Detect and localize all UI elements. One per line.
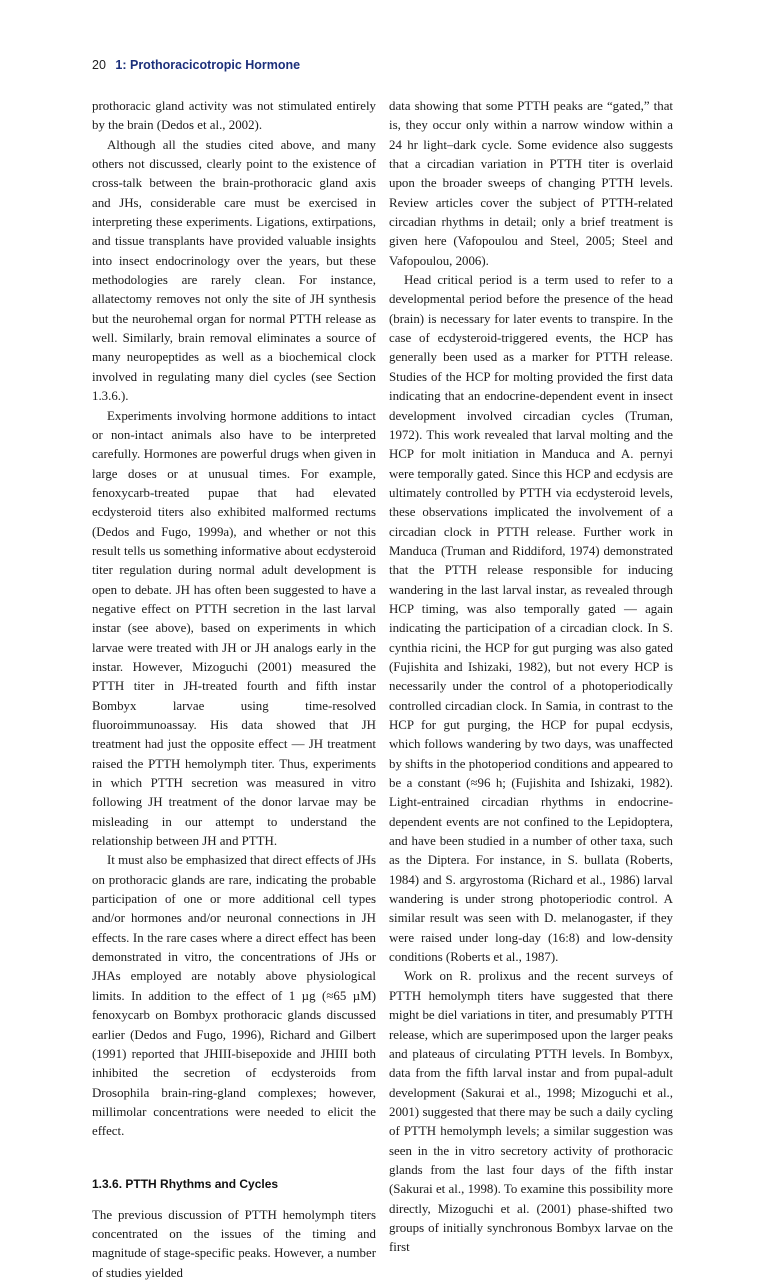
- section-heading: 1.3.6. PTTH Rhythms and Cycles: [92, 1176, 279, 1191]
- paragraph: prothoracic gland activity was not stimulated entirely by the brain (Dedos et al., 2002).: [92, 99, 376, 133]
- paragraph: It must also be emphasized that direct effects of JHs on prothoracic glands are rare, indicating the probable participation of one or more additional cell types and/or hormones and/or neuronal connections in JH effects. In the rare cases where a direct effect has been demonstrated in vitro, the concentrations of JHs or JHAs employed are notably above physiological limits. In addition to the effect of 1 µg (≈65 µM) fenoxycarb on Bombyx prothoracic glands discussed earlier (Dedos and Fugo, 1996), Richard and Gilbert (1991) reported that JHIII-bisepoxide and JHIII both inhibited the secretion of ecdysteroids from Drosophila brain-ring-gland complexes; however, millimolar concentrations were needed to elicit the effect.: [92, 853, 376, 1139]
- running-header: [92, 58, 300, 72]
- paragraph: Work on R. prolixus and the recent surveys of PTTH hemolymph titers have suggested that there might be diel variations in titer, and presumably PTTH release, which are superimposed upon the larger peaks and plateaus of circulating PTTH levels. In Bombyx, data from the fifth larval instar and from pupal-adult development (Sakurai et al., 1998; Mizoguchi et al., 2001) suggested that there may be such a daily cycling of PTTH hemolymph levels; a similar suggestion was seen in the in vitro secretory activity of prothoracic glands from the last four days of the fifth instar (Sakurai et al., 1998). To examine this possibility more directly, Mizoguchi et al. (2001) phase-shifted two groups of initially synchronous Bombyx larvae on the first: [389, 969, 673, 1255]
- paragraph: Although all the studies cited above, and many others not discussed, clearly point to the existence of cross-talk between the brain-prothoracic gland axis and JHs, considerable care must be exercised in interpreting these experiments. Ligations, extirpations, and tissue transplants have provided valuable insights into insect endocrinology over the years, but these methodologies are rarely clean. For instance, allatectomy removes not only the site of JH synthesis but the neurohemal organ for normal PTTH release as well. Similarly, brain removal eliminates a source of many neuropeptides as well as a biochemical clock involved in regulating many diel cycles (see Section 1.3.6.).: [92, 137, 376, 404]
- paragraph: data showing that some PTTH peaks are “gated,” that is, they occur only within a narrow window within a 24 hr light–dark cycle. Some evidence also suggests that a circadian variation in PTTH titer is overlaid upon the broader sweeps of changing PTTH levels. Review articles cover the subject of PTTH-related circadian rhythms in detail; only a brief treatment is given here (Vafopoulou and Steel, 2005; Steel and Vafopoulou, 2006).: [389, 99, 673, 268]
- right-column: [389, 97, 673, 1258]
- page-number: 20: [92, 58, 106, 72]
- paragraph: The previous discussion of PTTH hemolymph titers concentrated on the issues of the timing and magnitude of stage-specific peaks. However, a number of studies yielded: [92, 1207, 376, 1280]
- chapter-title: 1: Prothoracicotropic Hormone: [115, 58, 301, 72]
- left-column: [92, 97, 376, 1283]
- paragraph: Head critical period is a term used to refer to a developmental period before the presence of the head (brain) is necessary for later events to transpire. In the case of ecdysteroid-triggered events, the HCP has generally been used as a marker for PTTH release. Studies of the HCP for molting provided the first data indicating that an endocrine-dependent event in insect development involved circadian cycles (Truman, 1972). This work revealed that larval molting and the HCP for molt initiation in Manduca and A. pernyi were temporally gated. Since this HCP and ecdysis are ultimately controlled by PTTH via ecdysteroid levels, these observations implicated the involvement of a circadian clock in PTTH release. Further work in Manduca (Truman and Riddiford, 1974) demonstrated that the PTTH release responsible for inducing wandering in the last larval instar, as revealed through HCP timing, was also temporally gated — again indicating the participation of a circadian clock. In S. cynthia ricini, the HCP for gut purging was also gated (Fujishita and Ishizaki, 1982), but not every HCP is necessarily under the control of a photoperiodically controlled circadian clock. In Samia, in contrast to the HCP for gut purging, the HCP for pupal ecdysis, which follows wandering by two days, was unaffected by shifts in the photoperiod conditions and appeared to be a constant (≈96 h; (Fujishita and Ishizaki, 1982). Light-entrained circadian rhythms in endocrine-dependent events are not confined to the Lepidoptera, and have been studied in a number of other taxa, such as the Diptera. For instance, in S. bullata (Roberts, 1984) and S. argyrostoma (Richard et al., 1986) larval wandering is under strong photoperiodic control. A similar result was seen with D. melanogaster, if they were raised under long-day (16:8) and low-density conditions (Roberts et al., 1987).: [389, 273, 673, 965]
- paragraph: Experiments involving hormone additions to intact or non-intact animals also have to be interpreted carefully. Hormones are powerful drugs when given in large doses or at unusual times. For example, fenoxycarb-treated pupae that had elevated ecdysteroid titers also exhibited malformed rectums (Dedos and Fugo, 1999a), and whether or not this result tells us something informative about ecdysteroid titer regulation during normal adult development is open to debate. JH has often been suggested to have a negative effect on PTTH secretion in the last larval instar (see above), based on experiments in which larvae were treated with JH or JH analogs early in the instar. However, Mizoguchi (2001) measured the PTTH titer in JH-treated fourth and fifth instar Bombyx larvae using time-resolved fluoroimmunoassay. His data showed that JH treatment had just the opposite effect — JH treatment raised the PTTH hemolymph titer. Thus, experiments in which PTTH secretion was measured in vitro following JH treatment of the donor larvae may be misleading in our attempt to understand the relationship between JH and PTTH.: [92, 408, 376, 849]
